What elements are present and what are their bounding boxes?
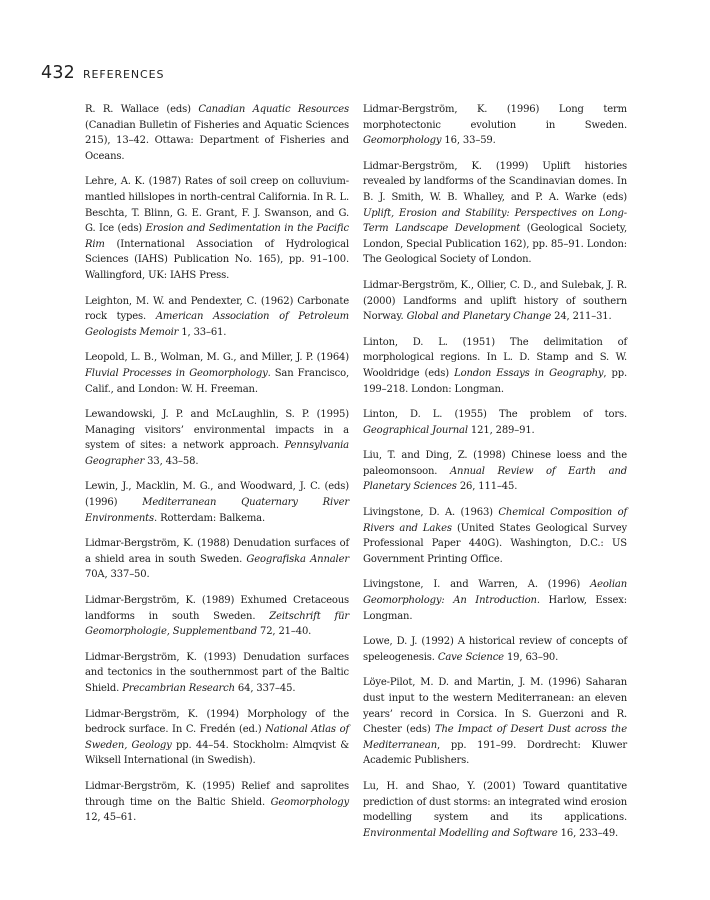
reference-text: Lidmar-Bergström, K. (1996) Long term morphotectonic evolution in Sweden. [363,104,627,131]
reference-entry [85,102,349,164]
reference-entry [363,278,627,325]
reference-title: Environmental Modelling and Software [363,827,558,839]
reference-text: Lidmar-Bergström, K. (1994) Morphology of the bedrock surface. In C. Fredén (ed.) [85,708,349,736]
page-number: 432 [41,63,76,83]
reference-entry [85,650,349,697]
reference-entry [85,779,349,826]
reference-entry [363,505,627,567]
reference-title: London Essays in Geography [454,367,604,379]
reference-text: Lidmar-Bergström, K., Ollier, C. D., and Sulebak, J. R. (2000) Landforms and uplift history of southern Norway. [363,279,627,323]
reference-text: Leighton, M. W. and Pendexter, C. (1962) Carbonate rock types. [85,295,349,323]
reference-title: Geographical Journal [363,424,468,436]
reference-entry [363,779,627,841]
reference-entry [85,174,349,283]
reference-title: American Association of Petroleum Geologists Memoir [85,311,349,338]
reference-entry [85,479,349,526]
reference-title: Geografiska Annaler [246,553,349,565]
reference-title: Annual Review of Earth and Planetary Sciences [363,465,627,493]
reference-text: 72, 21–40. [256,626,312,638]
reference-entry [85,350,349,397]
reference-text: 64, 337–45. [234,683,296,694]
reference-text: 26, 111–45. [456,481,518,493]
reference-title: Zeitschrift für Geomorphologie, Supplementband [85,610,349,638]
reference-title: Canadian Aquatic Resources [198,104,349,115]
reference-text: Livingstone, D. A. (1963) [363,507,499,519]
reference-text: 16, 33–59. [441,135,496,147]
reference-text: 1, 33–61. [178,326,227,338]
reference-text: 70A, 337–50. [85,569,150,581]
reference-text: Lidmar-Bergström, K. (1999) Uplift histories revealed by landforms of the Scandinavian domes. In B. J. Smith, W. B. Whalley, and P. A. Warke (eds) [363,160,627,203]
reference-entry [363,335,627,397]
reference-text: 12, 45–61. [85,812,137,824]
reference-entry [363,634,627,665]
reference-title: Fluvial Processes in Geomorphology [85,367,268,379]
reference-text: Löye-Pilot, M. D. and Martin, J. M. (1996) Saharan dust input to the western Mediterranean: an eleven years’ record in Corsica. In S. Guerzoni and R. Chester (eds) [363,677,627,736]
reference-entry [85,707,349,769]
reference-entry [85,294,349,341]
reference-text: Lidmar-Bergström, K. (1988) Denudation surfaces of a shield area in south Sweden. [85,538,349,565]
reference-text: 24, 211–31. [551,311,612,323]
reference-text: (International Association of Hydrological Sciences (IAHS) Publication No. 165), pp. 91–100. Wallingford, UK: IAHS Press. [85,238,349,281]
reference-title: Geomorphology [270,796,349,808]
reference-title: Uplift, Erosion and Stability: Perspectives on Long-Term Landscape Development [363,207,627,235]
reference-text: (Canadian Bulletin of Fisheries and Aquatic Sciences 215), 13–42. Ottawa: Department of Fisheries and Oceans. [85,119,349,162]
reference-text: 33, 43–58. [144,455,199,467]
page-header [41,63,164,83]
reference-title: Cave Science [437,651,504,663]
reference-entry [363,448,627,495]
reference-text: (Geological Society, London, Special Publication 162), pp. 85–91. London: The Geological Society of London. [363,223,627,266]
reference-title: Chemical Composition of Rivers and Lakes [363,507,627,534]
reference-text: Lidmar-Bergström, K. (1995) Relief and saprolites through time on the Baltic Shield. [85,780,349,808]
reference-text: Liu, T. and Ding, Z. (1998) Chinese loess and the paleomonsoon. [363,450,627,477]
reference-text: Lehre, A. K. (1987) Rates of soil creep on colluvium-mantled hillslopes in north-central California. In R. L. Beschta, T. Blinn, G. E. Grant, F. J. Swanson, and G. G. Ice (eds) [85,176,349,235]
reference-text: Lowe, D. J. (1992) A historical review of concepts of speleogenesis. [363,636,627,663]
reference-title: Aeolian Geomorphology: An Introduction [363,579,627,607]
reference-title: National Atlas of Sweden, Geology [85,724,349,751]
reference-title: Erosion and Sedimentation in the Pacific Rim [85,223,350,250]
running-head: REFERENCES [83,68,165,81]
reference-title: The Impact of Desert Dust across the Mediterranean [363,724,627,751]
reference-entry [85,536,349,583]
reference-text: pp. 44–54. Stockholm: Almqvist & Wiksell International (in Swedish). [85,739,349,767]
reference-text: Lidmar-Bergström, K. (1989) Exhumed Cretaceous landforms in south Sweden. [85,595,349,622]
reference-text: Lewandowski, J. P. and McLaughlin, S. P. (1995) Managing visitors’ environmental impacts in a system of sites: a network approach. [85,409,349,452]
reference-title: Global and Planetary Change [406,311,552,323]
reference-entry [363,159,627,268]
reference-text: R. R. Wallace (eds) [85,104,199,115]
reference-title: Precambrian Research [122,683,235,694]
reference-text: Lewin, J., Macklin, M. G., and Woodward, J. C. (eds) (1996) [85,481,349,509]
reference-title: Mediterranean Quaternary River Environments [85,497,349,524]
reference-text: 16, 233–49. [557,827,619,839]
reference-text: , pp. 191–99. Dordrecht: Kluwer Academic Publishers. [363,739,627,767]
reference-entry [85,407,349,469]
reference-text: . Rotterdam: Balkema. [154,512,266,524]
reference-entry [85,593,349,640]
reference-text: Linton, D. L. (1951) The delimitation of morphological regions. In L. D. Stamp and S. W. Wooldridge (eds) [363,336,627,379]
right-column [363,102,627,851]
reference-text: . San Francisco, Calif., and London: W. H. Freeman. [85,367,349,395]
reference-text: Lidmar-Bergström, K. (1993) Denudation surfaces and tectonics in the southernmost part of the Baltic Shield. [85,651,349,694]
reference-text: 19, 63–90. [503,651,559,663]
reference-entry [363,675,627,769]
reference-title: Pennsylvania Geographer [85,440,349,467]
reference-entry [363,407,627,438]
reference-text: Linton, D. L. (1955) The problem of tors. [363,409,627,421]
reference-text: Livingstone, I. and Warren, A. (1996) [363,579,591,591]
reference-text: 121, 289–91. [467,424,535,436]
reference-entry [363,102,627,149]
reference-text: Lu, H. and Shao, Y. (2001) Toward quantitative prediction of dust storms: an integrated wind erosion modelling system and its applications. [363,780,627,824]
reference-text: (United States Geological Survey Professional Paper 440G). Washington, D.C.: US Government Printing Office. [363,522,628,565]
reference-text: . Harlow, Essex: Longman. [363,595,627,622]
left-column [85,102,349,836]
reference-entry [363,577,627,624]
reference-text: Leopold, L. B., Wolman, M. G., and Miller, J. P. (1964) [85,352,349,364]
reference-text: , pp. 199–218. London: Longman. [363,367,627,395]
reference-title: Geomorphology [363,135,442,147]
